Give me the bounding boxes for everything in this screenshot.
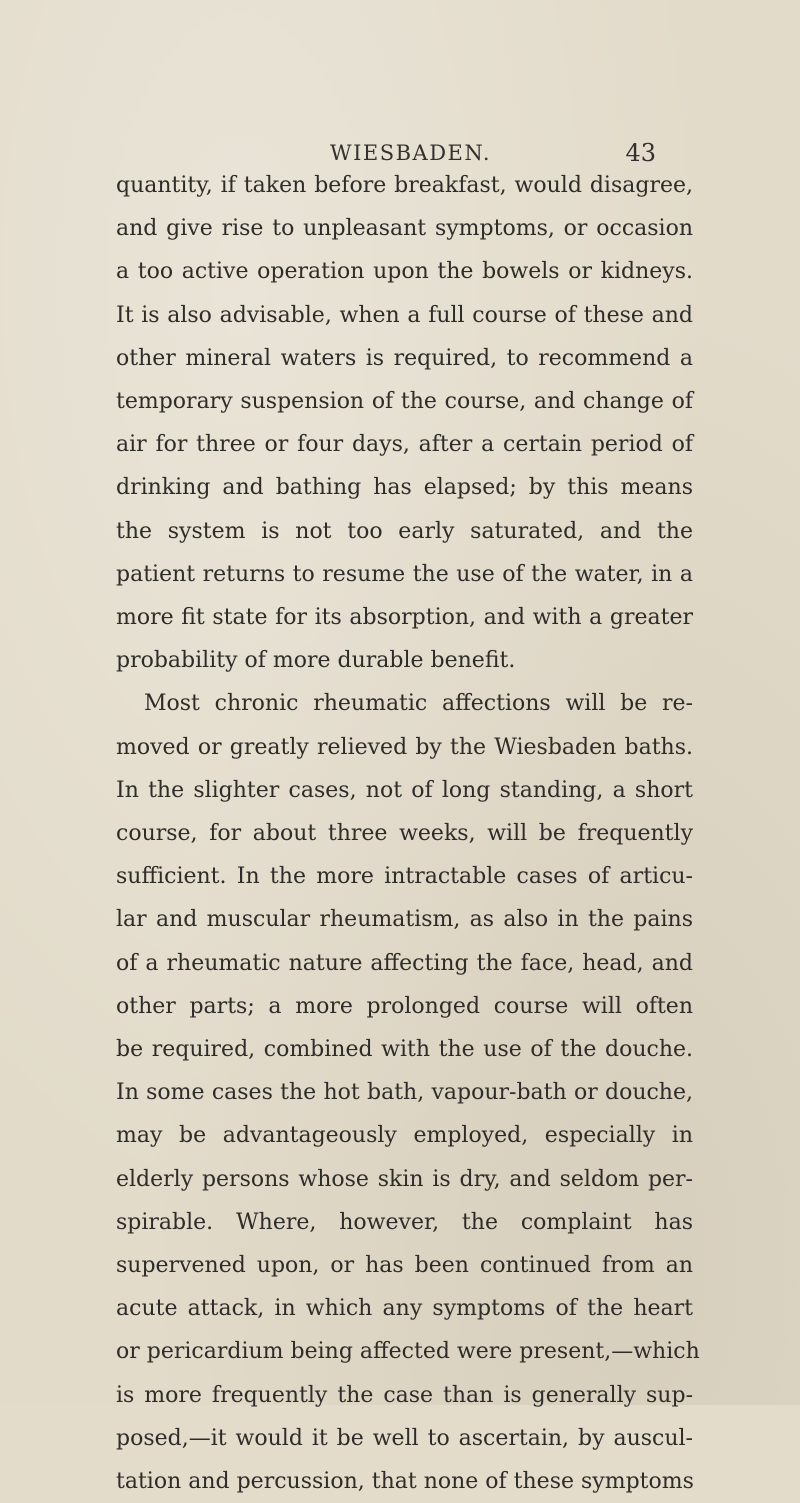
text-line: Most chronic rheumatic affections will be re-	[144, 691, 693, 717]
text-line: quantity, if taken before breakfast, would disagree,	[116, 173, 693, 198]
text-line: and give rise to unpleasant symptoms, or occasion	[116, 216, 693, 242]
text-line: acute attack, in which any symptoms of the heart	[116, 1296, 693, 1322]
text-line: course, for about three weeks, will be frequently	[116, 821, 693, 847]
text-line: temporary suspension of the course, and change of	[116, 389, 693, 415]
text-line: a too active operation upon the bowels or kidneys.	[116, 259, 693, 285]
text-line: sufficient. In the more intractable cases of articu-	[116, 864, 693, 890]
text-line: other parts; a more prolonged course will often	[116, 993, 693, 1019]
text-line: the system is not too early saturated, and the	[116, 518, 693, 544]
body-text	[116, 164, 700, 1503]
text-line: more fit state for its absorption, and with a greater	[116, 605, 693, 631]
text-line: probability of more durable benefit.	[116, 648, 516, 674]
text-line: elderly persons whose skin is dry, and seldom per-	[116, 1166, 693, 1192]
page-number: 43	[625, 139, 656, 167]
text-line: patient returns to resume the use of the water, in a	[116, 561, 693, 587]
text-line: air for three or four days, after a certain period of	[116, 432, 693, 458]
text-line: supervened upon, or has been continued from an	[116, 1253, 693, 1279]
text-line: It is also advisable, when a full course of these and	[116, 302, 693, 328]
text-line: In some cases the hot bath, vapour-bath or douche,	[116, 1080, 693, 1106]
text-line: other mineral waters is required, to recommend a	[116, 345, 693, 371]
text-line: or pericardium being affected were present,—which	[116, 1339, 700, 1365]
running-title: WIESBADEN.	[330, 141, 492, 165]
text-line: lar and muscular rheumatism, as also in the pains	[116, 907, 693, 933]
text-line: posed,—it would it be well to ascertain, by auscul-	[116, 1425, 693, 1451]
text-line: be required, combined with the use of the douche.	[116, 1037, 693, 1063]
text-line: may be advantageously employed, especially in	[116, 1123, 693, 1149]
text-line: drinking and bathing has elapsed; by this means	[116, 475, 693, 501]
text-line: In the slighter cases, not of long standing, a short	[116, 777, 693, 803]
text-line: moved or greatly relieved by the Wiesbaden baths.	[116, 734, 693, 760]
text-line: tation and percussion, that none of these symptoms	[116, 1469, 694, 1495]
text-line: of a rheumatic nature affecting the face, head, and	[116, 950, 693, 976]
text-line: is more frequently the case than is generally sup-	[116, 1382, 693, 1408]
text-line: spirable. Where, however, the complaint has	[116, 1209, 693, 1235]
